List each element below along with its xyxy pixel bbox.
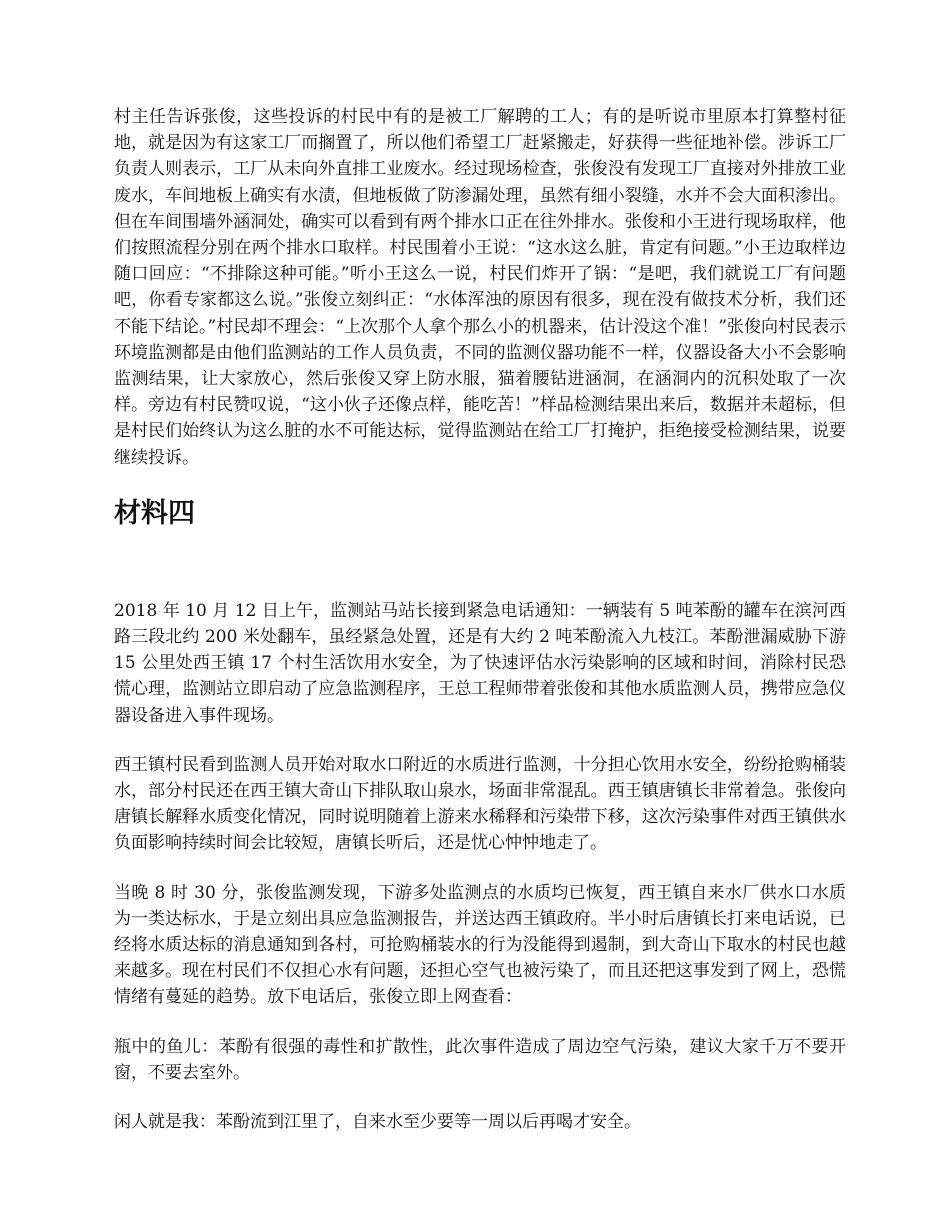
section-heading-material-four: 材料四 [114,497,195,529]
paragraph-village-complaints: 村主任告诉张俊，这些投诉的村民中有的是被工厂解聘的工人；有的是听说市里原本打算整村征地，就是因为有这家工厂而搁置了，所以他们希望工厂赶紧搬走，好获得一些征地补偿。涉诉工厂负责人则表示，工厂从未向外直排工业废水。经过现场检查，张俊没有发现工厂直接对外排放工业废水，车间地板上确实有水渍，但地板做了防渗漏处理，虽然有细小裂缝，水并不会大面积渗出。但在车间围墙外涵洞处，确实可以看到有两个排水口正在往外排水。张俊和小王进行现场取样，他们按照流程分别在两个排水口取样。村民围着小王说：“这水这么脏，肯定有问题。”小王边取样边随口回应：“不排除这种可能。”听小王这么一说，村民们炸开了锅：“是吧，我们就说工厂有问题吧，你看专家都这么说。”张俊立刻纠正：“水体浑浊的原因有很多，现在没有做技术分析，我们还不能下结论。”村民却不理会：“上次那个人拿个那么小的机器来，估计没这个准！”张俊向村民表示环境监测都是由他们监测站的工作人员负责，不同的监测仪器功能不一样，仪器设备大小不会影响监测结果，让大家放心，然后张俊又穿上防水服，猫着腰钻进涵洞，在涵洞内的沉积处取了一次样。旁边有村民赞叹说，“这小伙子还像点样，能吃苦！”样品检测结果出来后，数据并未超标，但是村民们始终认为这么脏的水不可能达标，觉得监测站在给工厂打掩护，拒绝接受检测结果，说要继续投诉。 [114,107,846,468]
document-page [114,104,846,1135]
paragraph-evening-monitoring: 当晚 8 时 30 分，张俊监测发现，下游多处监测点的水质均已恢复，西王镇自来水厂供水口水质为一类达标水，于是立刻出具应急监测报告，并送达西王镇政府。半小时后唐镇长打来电话说，已经将水质达标的消息通知到各村，可抢购桶装水的行为没能得到遏制，到大奇山下取水的村民也越来越多。现在村民们不仅担心水有问题，还担心空气也被污染了，而且还把这事发到了网上，恐慌情绪有蔓延的趋势。放下电话后，张俊立即上网查看： [114,882,846,1008]
paragraph-online-post-idler: 闲人就是我：苯酚流到江里了，自来水至少要等一周以后再喝才安全。 [114,1112,641,1133]
paragraph-xiwang-panic: 西王镇村民看到监测人员开始对取水口附近的水质进行监测，十分担心饮用水安全，纷纷抢购桶装水，部分村民还在西王镇大奇山下排队取山泉水，场面非常混乱。西王镇唐镇长非常着急。张俊向唐镇长解释水质变化情况，同时说明随着上游来水稀释和污染带下移，这次污染事件对西王镇供水负面影响持续时间会比较短，唐镇长听后，还是忧心忡忡地走了。 [114,754,846,854]
paragraph-online-post-fish: 瓶中的鱼儿：苯酚有很强的毒性和扩散性，此次事件造成了周边空气污染，建议大家千万不要开窗，不要去室外。 [114,1036,846,1083]
paragraph-phenol-spill: 2018 年 10 月 12 日上午，监测站马站长接到紧急电话通知：一辆装有 5 吨苯酚的罐车在滨河西路三段北约 200 米处翻车，虽经紧急处置，还是有大约 2 吨苯酚流入九枝江。苯酚泄漏威胁下游 15 公里处西王镇 17 个村生活饮用水安全，为了快速评估水污染影响的区域和时间，消除村民恐慌心理，监测站立即启动了应急监测程序，王总工程师带着张俊和其他水质监测人员，携带应急仪器设备进入事件现场。 [114,600,846,726]
